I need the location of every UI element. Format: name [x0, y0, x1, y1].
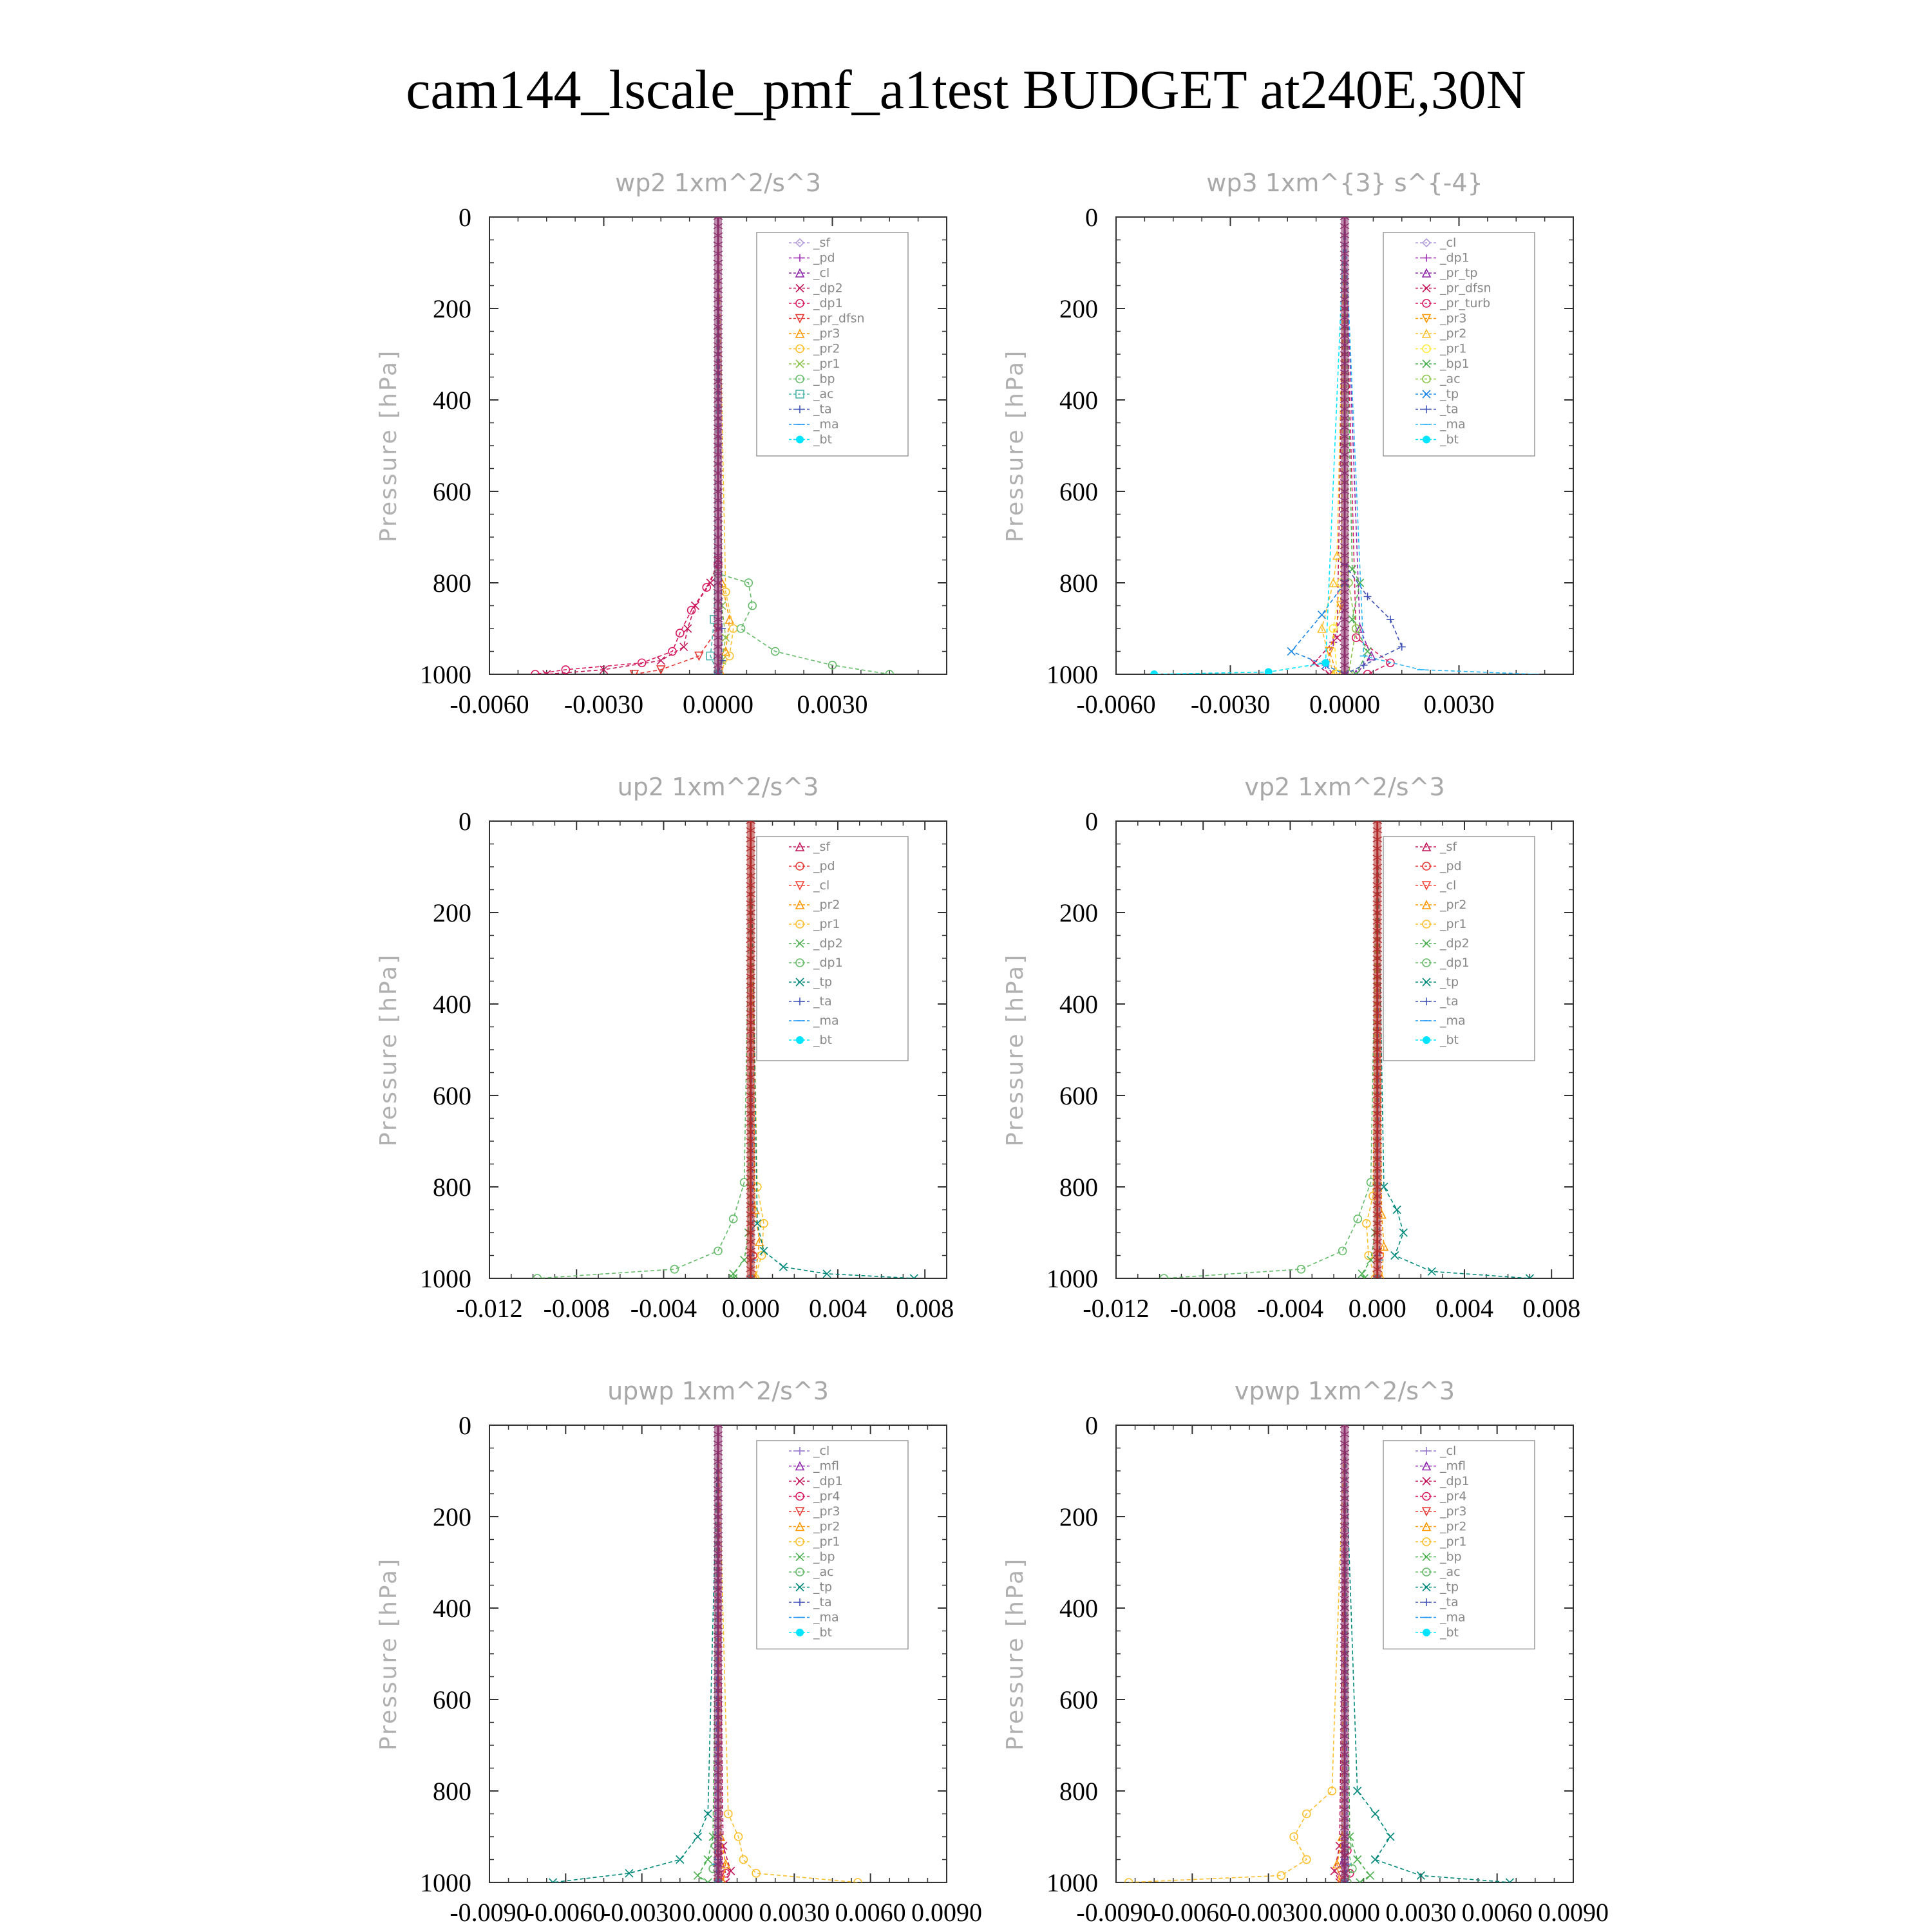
- y-tick-label: 0: [459, 203, 471, 232]
- data-point-dp1: [703, 583, 710, 591]
- y-tick-label: 1000: [1046, 660, 1098, 689]
- legend-label: _pr1: [1440, 917, 1467, 931]
- legend-label: _pr2: [1440, 898, 1467, 912]
- legend-label: _pr2: [1440, 1519, 1467, 1534]
- legend-label: _pr1: [1440, 1535, 1467, 1549]
- x-tick-label: -0.0060: [1076, 690, 1156, 719]
- legend: [757, 1441, 908, 1649]
- y-tick-label: 200: [433, 898, 471, 927]
- y-tick-label: 600: [433, 1081, 471, 1110]
- data-point-tp: [1287, 648, 1295, 656]
- x-tick-label: -0.012: [456, 1294, 523, 1323]
- y-tick-label: 400: [1059, 990, 1098, 1019]
- legend-label: _dp1: [1440, 1474, 1470, 1488]
- series-line-pr-dfsn: [1314, 217, 1345, 674]
- legend-marker: [796, 1629, 804, 1636]
- legend-label: _bt: [1440, 432, 1459, 447]
- data-point-bp: [694, 1871, 701, 1879]
- x-tick-label: -0.008: [543, 1294, 610, 1323]
- legend-label: _cl: [813, 878, 830, 893]
- y-tick-label: 0: [459, 1411, 471, 1440]
- legend-label: _ta: [813, 994, 832, 1009]
- x-tick-label: -0.0060: [526, 1898, 605, 1927]
- x-tick-label: 0.000: [721, 1294, 780, 1323]
- y-tick-label: 0: [1085, 1411, 1098, 1440]
- x-tick-label: 0.008: [1522, 1294, 1581, 1323]
- y-tick-label: 400: [433, 990, 471, 1019]
- zero-profile-band: [1373, 819, 1382, 1281]
- y-axis-label: Pressure [hPa]: [375, 348, 402, 543]
- y-tick-label: 0: [1085, 203, 1098, 232]
- legend-label: _ma: [813, 1014, 839, 1028]
- x-tick-label: -0.0030: [1190, 690, 1271, 719]
- legend: [757, 232, 908, 456]
- legend-label: _pr_dfsn: [813, 311, 865, 326]
- legend-label: _bp: [813, 372, 835, 386]
- legend-label: _pr_turb: [1440, 296, 1491, 310]
- legend-label: _ma: [813, 1610, 839, 1625]
- data-point-tp: [1371, 1856, 1379, 1864]
- data-point-dp1: [1339, 1247, 1347, 1255]
- legend-marker: [1423, 1036, 1430, 1044]
- legend-label: _bt: [813, 432, 833, 447]
- legend-label: _ta: [813, 402, 832, 417]
- zero-profile-band: [1340, 1423, 1349, 1885]
- legend-label: _dp2: [1440, 936, 1470, 951]
- panel-wp2: [375, 169, 947, 719]
- y-tick-label: 800: [433, 569, 471, 598]
- x-tick-label: -0.012: [1083, 1294, 1150, 1323]
- y-tick-label: 600: [433, 477, 471, 506]
- series-line-pr1: [1129, 1425, 1345, 1882]
- legend-label: _pr_dfsn: [1440, 281, 1492, 296]
- legend-label: _ta: [1440, 994, 1459, 1009]
- legend-label: _cl: [813, 1444, 830, 1458]
- y-tick-label: 1000: [420, 1264, 471, 1293]
- panel-title: upwp 1xm^2/s^3: [607, 1377, 829, 1405]
- y-tick-label: 1000: [1046, 1264, 1098, 1293]
- y-tick-label: 600: [1059, 1081, 1098, 1110]
- data-point-tp: [1387, 1833, 1394, 1841]
- y-tick-label: 0: [1085, 807, 1098, 836]
- legend-label: _dp1: [813, 296, 843, 310]
- legend-label: _bt: [813, 1033, 833, 1047]
- legend-label: _mfl: [1440, 1459, 1466, 1473]
- x-tick-label: 0.0090: [1538, 1898, 1609, 1927]
- series-line-pr-dfsn: [634, 217, 718, 674]
- y-tick-label: 1000: [420, 660, 471, 689]
- data-point-dp2: [684, 625, 692, 632]
- legend-label: _ma: [1440, 1610, 1466, 1625]
- data-point-tp: [694, 1833, 701, 1841]
- legend-label: _tp: [813, 1580, 833, 1595]
- data-point-tp: [1399, 1229, 1407, 1236]
- panel-wp3: [1002, 169, 1573, 719]
- y-tick-label: 800: [1059, 1173, 1098, 1202]
- x-tick-label: 0.008: [896, 1294, 954, 1323]
- data-point-ac: [1349, 1865, 1356, 1873]
- y-tick-label: 600: [1059, 1685, 1098, 1714]
- zero-profile-band: [746, 819, 755, 1281]
- y-tick-label: 200: [433, 294, 471, 323]
- legend: [1383, 837, 1535, 1061]
- legend: [757, 837, 908, 1061]
- data-point-tp: [676, 1856, 684, 1864]
- legend-label: _bp: [1440, 1549, 1462, 1564]
- legend-label: _bt: [1440, 1625, 1459, 1640]
- legend-label: _dp1: [1440, 251, 1470, 265]
- x-tick-label: 0.0030: [1385, 1898, 1457, 1927]
- legend-label: _dp1: [813, 956, 843, 970]
- legend-label: _ac: [1440, 372, 1461, 386]
- y-tick-label: 400: [433, 386, 471, 415]
- series-line-bt: [1154, 217, 1345, 674]
- legend-label: _sf: [813, 236, 831, 250]
- panel-title: vpwp 1xm^2/s^3: [1234, 1377, 1455, 1405]
- data-point-pr1: [722, 634, 730, 641]
- y-tick-label: 800: [1059, 1777, 1098, 1806]
- legend-label: _pr3: [813, 1504, 840, 1519]
- legend: [1383, 232, 1535, 456]
- data-point-bp: [1354, 1856, 1361, 1864]
- legend-label: _pr1: [813, 917, 840, 931]
- legend-label: _ma: [1440, 417, 1466, 431]
- x-tick-label: 0.004: [808, 1294, 867, 1323]
- x-tick-label: -0.0030: [602, 1898, 682, 1927]
- legend-label: _ta: [1440, 1595, 1459, 1609]
- x-tick-label: 0.0000: [1309, 690, 1380, 719]
- y-axis-label: Pressure [hPa]: [1002, 1557, 1028, 1751]
- figure-title: cam144_lscale_pmf_a1test BUDGET at240E,30N: [406, 59, 1526, 120]
- x-tick-label: 0.0000: [683, 1898, 753, 1927]
- legend-label: _ta: [1440, 402, 1459, 417]
- y-tick-label: 800: [433, 1777, 471, 1806]
- legend-label: _bp: [813, 1549, 835, 1564]
- zero-profile-band: [714, 214, 723, 677]
- legend-label: _pr4: [1440, 1489, 1467, 1504]
- x-tick-label: 0.004: [1435, 1294, 1493, 1323]
- x-tick-label: 0.0030: [759, 1898, 830, 1927]
- y-tick-label: 200: [1059, 1502, 1098, 1531]
- series-line-dp1: [1164, 821, 1377, 1278]
- y-tick-label: 400: [1059, 386, 1098, 415]
- data-point-bp1: [1364, 648, 1372, 656]
- legend-label: _ac: [813, 387, 834, 401]
- series-line-dp1: [537, 821, 750, 1278]
- panel-upwp: [375, 1377, 982, 1927]
- legend-label: _pr2: [813, 1519, 840, 1534]
- y-axis-label: Pressure [hPa]: [1002, 952, 1028, 1147]
- x-tick-label: 0.0000: [683, 690, 753, 719]
- legend-label: _pr1: [813, 357, 840, 371]
- legend-label: _tp: [1440, 1580, 1459, 1595]
- x-tick-label: -0.0030: [1229, 1898, 1309, 1927]
- y-axis-label: Pressure [hPa]: [375, 952, 402, 1147]
- data-point-tp: [1393, 1206, 1401, 1214]
- data-point-bp: [704, 1856, 712, 1864]
- series-line-pr-tp: [1345, 217, 1371, 674]
- data-point-ta: [1364, 592, 1372, 600]
- legend-label: _ta: [813, 1595, 832, 1609]
- data-point-pr1: [739, 1856, 747, 1864]
- panel-vpwp: [1002, 1377, 1609, 1927]
- legend-label: _pd: [813, 251, 835, 265]
- legend-label: _pr4: [813, 1489, 840, 1504]
- y-tick-label: 1000: [420, 1868, 471, 1897]
- legend-label: _pd: [813, 859, 835, 873]
- y-tick-label: 600: [1059, 477, 1098, 506]
- y-tick-label: 0: [459, 807, 471, 836]
- data-point-bt: [1321, 659, 1329, 667]
- legend-label: _cl: [1440, 236, 1457, 250]
- legend-label: _cl: [1440, 878, 1457, 893]
- y-tick-label: 400: [433, 1594, 471, 1623]
- panel-up2: [375, 773, 954, 1323]
- x-tick-label: -0.0090: [450, 1898, 529, 1927]
- y-tick-label: 200: [433, 1502, 471, 1531]
- series-line-dp2: [547, 217, 718, 674]
- legend-marker: [796, 436, 804, 444]
- y-axis-label: Pressure [hPa]: [1002, 348, 1028, 543]
- data-point-tp: [760, 1247, 768, 1255]
- panel-title: up2 1xm^2/s^3: [617, 773, 819, 801]
- panel-title: wp3 1xm^{3} s^{-4}: [1206, 169, 1483, 197]
- x-tick-label: -0.004: [1256, 1294, 1324, 1323]
- legend-marker: [1423, 436, 1430, 444]
- data-point-bp: [1366, 1871, 1374, 1879]
- legend-label: _pr3: [813, 327, 840, 341]
- data-point-dp2: [680, 643, 688, 650]
- x-tick-label: 0.0060: [1461, 1898, 1533, 1927]
- legend-label: _pd: [1440, 859, 1462, 873]
- data-point-tp: [1371, 1810, 1379, 1818]
- zero-profile-band: [1340, 214, 1349, 677]
- y-tick-label: 200: [1059, 294, 1098, 323]
- y-tick-label: 400: [1059, 1594, 1098, 1623]
- legend-marker: [796, 1036, 804, 1044]
- y-tick-label: 200: [1059, 898, 1098, 927]
- series-line-dp1: [535, 217, 718, 674]
- x-tick-label: -0.008: [1170, 1294, 1236, 1323]
- y-axis-label: Pressure [hPa]: [375, 1557, 402, 1751]
- legend-label: _cl: [1440, 1444, 1457, 1458]
- x-tick-label: 0.000: [1348, 1294, 1406, 1323]
- x-tick-label: -0.0060: [1152, 1898, 1232, 1927]
- legend-label: _ac: [1440, 1565, 1461, 1579]
- legend-label: _pr2: [813, 341, 840, 356]
- panel-grid: [375, 169, 1609, 1927]
- panel-title: wp2 1xm^2/s^3: [615, 169, 821, 197]
- y-tick-label: 800: [1059, 569, 1098, 598]
- y-tick-label: 1000: [1046, 1868, 1098, 1897]
- legend-marker: [1423, 1629, 1430, 1636]
- legend-label: _dp1: [813, 1474, 843, 1488]
- data-point-tp: [1391, 1252, 1399, 1260]
- legend-label: _pr_tp: [1440, 266, 1478, 280]
- legend-label: _bp1: [1440, 357, 1470, 371]
- legend-label: _ma: [813, 417, 839, 431]
- x-tick-label: -0.0090: [1076, 1898, 1156, 1927]
- legend-label: _mfl: [813, 1459, 839, 1473]
- legend-label: _dp2: [813, 936, 843, 951]
- x-tick-label: -0.004: [630, 1294, 697, 1323]
- x-tick-label: 0.0030: [1423, 690, 1495, 719]
- legend-label: _pr2: [813, 898, 840, 912]
- legend-label: _pr1: [1440, 341, 1467, 356]
- x-tick-label: 0.0030: [797, 690, 868, 719]
- x-tick-label: 0.0060: [835, 1898, 906, 1927]
- series-line-tp: [553, 1425, 718, 1882]
- legend-label: _dp2: [813, 281, 843, 296]
- x-tick-label: -0.0060: [450, 690, 529, 719]
- data-point-bp: [737, 625, 745, 632]
- legend-label: _tp: [1440, 387, 1459, 401]
- x-tick-label: 0.0000: [1309, 1898, 1380, 1927]
- legend-label: _sf: [1440, 840, 1457, 854]
- legend-label: _sf: [813, 840, 831, 854]
- legend-label: _tp: [1440, 975, 1459, 989]
- zero-profile-band: [714, 1423, 723, 1885]
- data-point-ta: [1360, 661, 1368, 669]
- y-tick-label: 800: [433, 1173, 471, 1202]
- x-tick-label: -0.0030: [564, 690, 644, 719]
- legend-label: _bt: [1440, 1033, 1459, 1047]
- legend-label: _bt: [813, 1625, 833, 1640]
- panel-title: vp2 1xm^2/s^3: [1244, 773, 1445, 801]
- legend-label: _pr3: [1440, 311, 1467, 326]
- x-tick-label: 0.0090: [911, 1898, 982, 1927]
- data-point-tp: [1318, 611, 1326, 619]
- legend-label: _cl: [813, 266, 830, 280]
- legend-label: _pr1: [813, 1535, 840, 1549]
- legend: [1383, 1441, 1535, 1649]
- legend-label: _dp1: [1440, 956, 1470, 970]
- legend-label: _tp: [813, 975, 833, 989]
- legend-label: _ma: [1440, 1014, 1466, 1028]
- data-point-tp: [704, 1810, 712, 1818]
- y-tick-label: 600: [433, 1685, 471, 1714]
- data-point-bt: [1150, 670, 1158, 678]
- legend-label: _pr2: [1440, 327, 1467, 341]
- data-point-ta: [1398, 643, 1406, 650]
- legend-label: _ac: [813, 1565, 834, 1579]
- legend-label: _pr3: [1440, 1504, 1467, 1519]
- panel-vp2: [1002, 773, 1580, 1323]
